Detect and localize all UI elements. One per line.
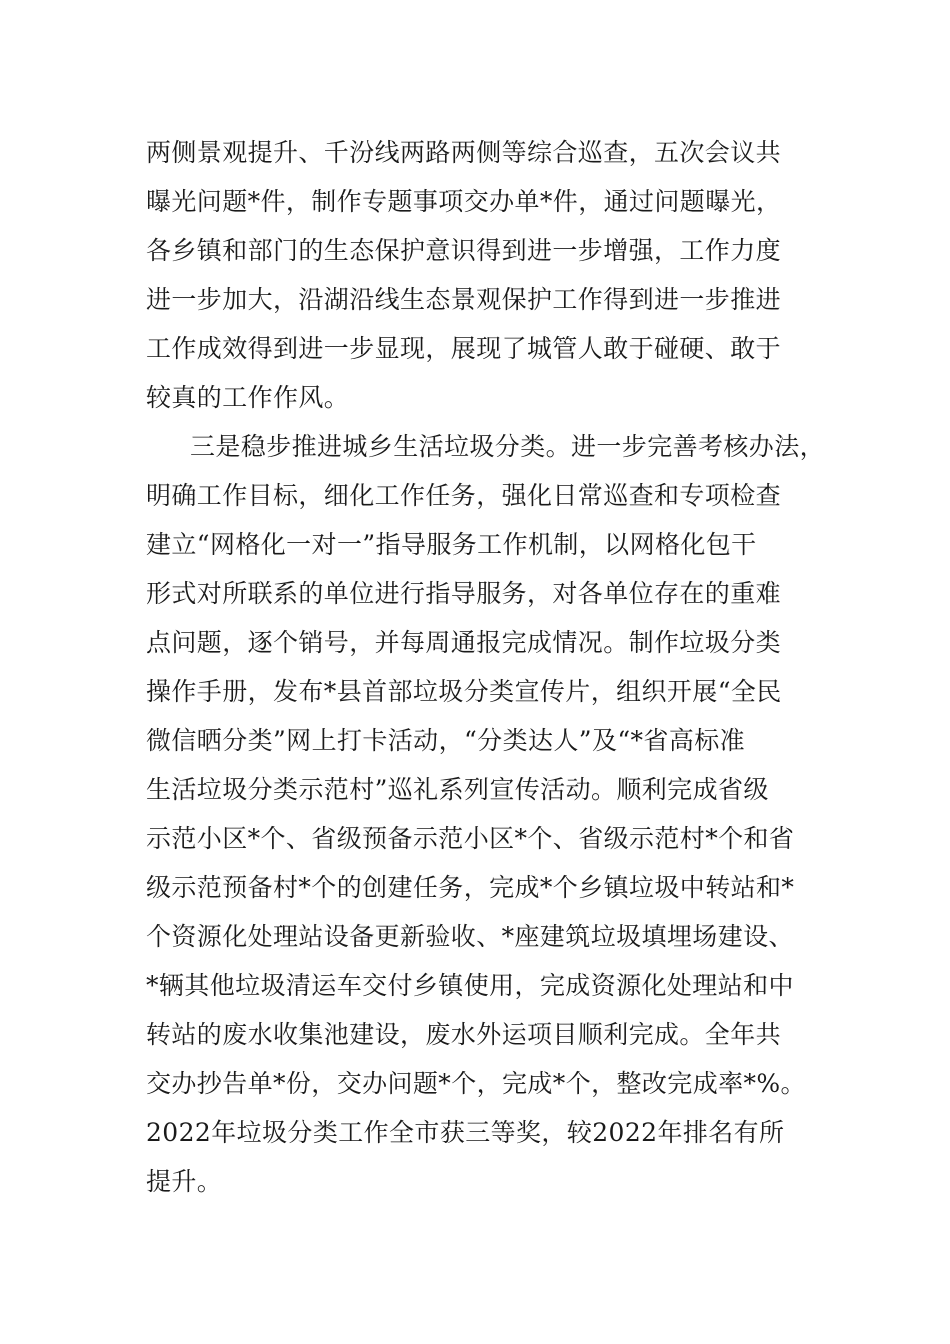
- text-line: 工作成效得到进一步显现，展现了城管人敢于碰硬、敢于: [146, 334, 782, 363]
- text-line: 曝光问题*件，制作专题事项交办单*件，通过问题曝光，: [146, 187, 782, 216]
- text-line: 两侧景观提升、千汾线两路两侧等综合巡查，五次会议共: [146, 138, 782, 167]
- text-line: 进一步加大，沿湖沿线生态景观保护工作得到进一步推进: [146, 285, 782, 314]
- text-line: *辆其他垃圾清运车交付乡镇使用，完成资源化处理站和中: [146, 971, 794, 1000]
- text-line: 形式对所联系的单位进行指导服务，对各单位存在的重难: [146, 579, 782, 608]
- text-line: 2022年垃圾分类工作全市获三等奖，较2022年排名有所: [146, 1118, 785, 1147]
- paragraph-start-line: 三是稳步推进城乡生活垃圾分类。进一步完善考核办法，: [190, 432, 826, 461]
- text-line: 点问题，逐个销号，并每周通报完成情况。制作垃圾分类: [146, 628, 782, 657]
- text-line: 示范小区*个、省级预备示范小区*个、省级示范村*个和省: [146, 824, 795, 853]
- text-line: 级示范预备村*个的创建任务，完成*个乡镇垃圾中转站和*: [146, 873, 795, 902]
- text-line: 转站的废水收集池建设，废水外运项目顺利完成。全年共: [146, 1020, 782, 1049]
- body-text: [146, 128, 836, 1206]
- text-line: 个资源化处理站设备更新验收、*座建筑垃圾填埋场建设、: [146, 922, 794, 951]
- text-line: 交办抄告单*份，交办问题*个，完成*个，整改完成率*%。: [146, 1069, 806, 1098]
- text-line: 提升。: [146, 1167, 223, 1196]
- text-line: 较真的工作作风。: [146, 383, 350, 412]
- text-line: 明确工作目标，细化工作任务，强化日常巡查和专项检查: [146, 481, 782, 510]
- text-line: 微信晒分类”网上打卡活动，“分类达人”及“*省高标准: [146, 726, 746, 755]
- text-line: 生活垃圾分类示范村”巡礼系列宣传活动。顺利完成省级: [146, 775, 769, 804]
- text-line: 建立“网格化一对一”指导服务工作机制，以网格化包干: [146, 530, 757, 559]
- text-line: 操作手册，发布*县首部垃圾分类宣传片，组织开展“全民: [146, 677, 782, 706]
- text-line: 各乡镇和部门的生态保护意识得到进一步增强，工作力度: [146, 236, 782, 265]
